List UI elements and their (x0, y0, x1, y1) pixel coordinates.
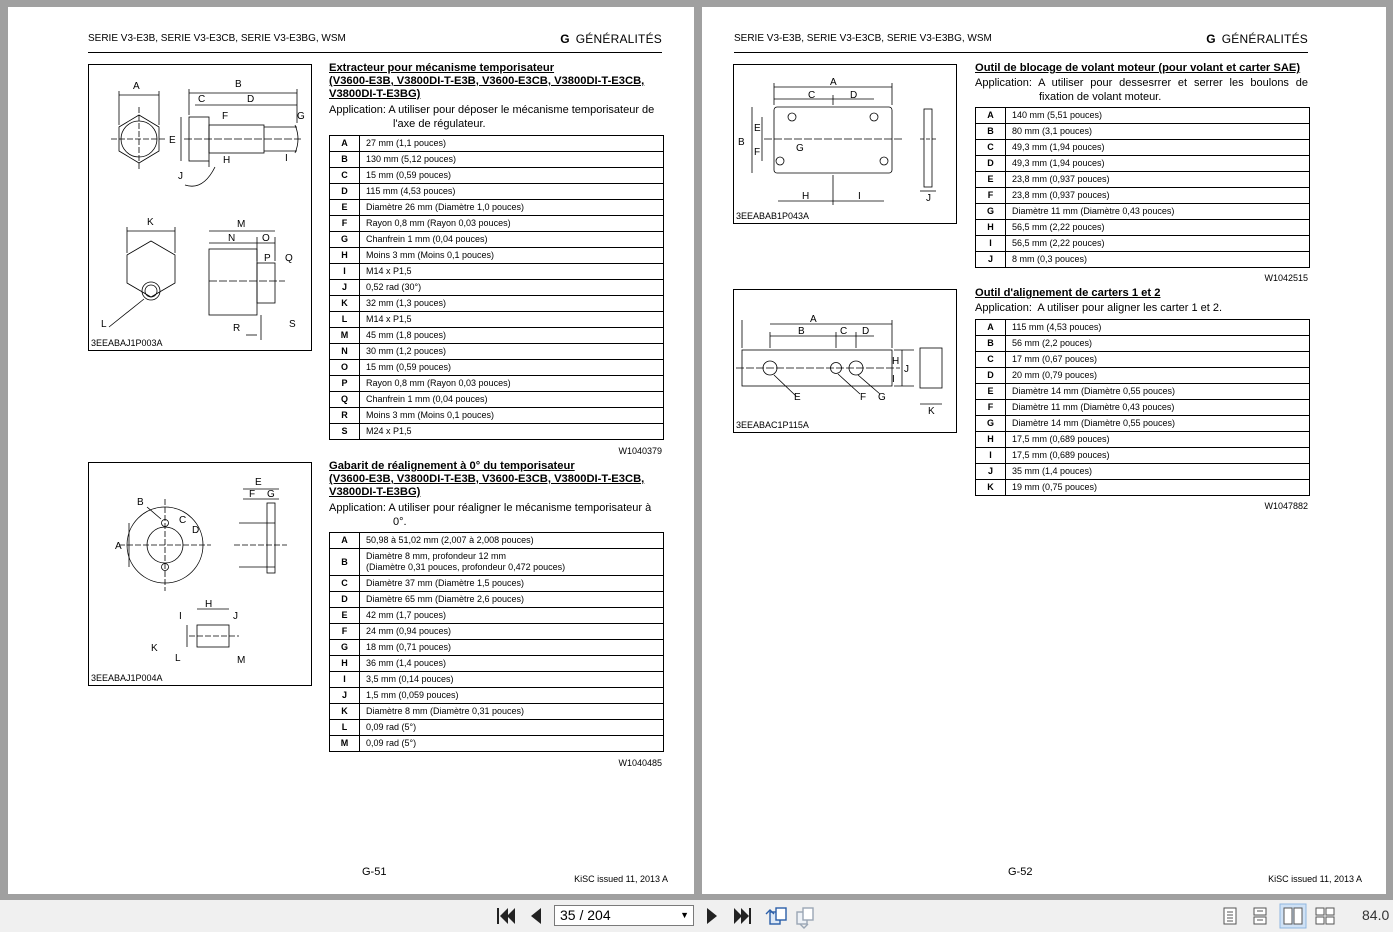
dimension-value: 56,5 mm (2,22 pouces) (1006, 236, 1310, 252)
page-number: G-51 (362, 866, 387, 878)
dimension-key: Q (330, 392, 360, 408)
svg-text:D: D (247, 94, 255, 105)
spec-table-case-alignment-tool (975, 319, 1310, 496)
svg-text:H: H (802, 191, 810, 202)
table-row (330, 248, 664, 264)
dimension-value: 1,5 mm (0,059 pouces) (360, 688, 664, 704)
application-line: l'axe de régulateur. (393, 118, 486, 130)
figure-label: 3EEABAJ1P003A (91, 338, 163, 348)
dimension-key: N (330, 344, 360, 360)
dimension-value: 35 mm (1,4 pouces) (1006, 464, 1310, 480)
table-row (330, 608, 664, 624)
dimension-key: A (330, 136, 360, 152)
table-row (330, 376, 664, 392)
issue-note: KiSC issued 11, 2013 A (574, 874, 668, 884)
table-row (976, 172, 1310, 188)
table-row (330, 280, 664, 296)
spec-table-flywheel-stopper (975, 107, 1310, 268)
dimension-value: Moins 3 mm (Moins 0,1 pouces) (360, 408, 664, 424)
svg-text:D: D (862, 326, 870, 337)
table-row (976, 108, 1310, 124)
dimension-value: 17,5 mm (0,689 pouces) (1006, 448, 1310, 464)
title-line: Extracteur pour mécanisme temporisateur (329, 62, 555, 74)
header-section (1206, 32, 1308, 46)
table-row (330, 624, 664, 640)
single-page-icon[interactable] (1224, 908, 1236, 924)
ref-code: W1040485 (618, 758, 662, 768)
dimension-key: E (330, 200, 360, 216)
table-row (976, 480, 1310, 496)
dimension-key: L (330, 312, 360, 328)
dimension-key: F (330, 216, 360, 232)
table-row (330, 672, 664, 688)
table-row (976, 204, 1310, 220)
svg-text:H: H (223, 155, 231, 166)
svg-text:J: J (904, 364, 909, 375)
section-title-timer-puller (329, 62, 644, 101)
dimension-key: L (330, 720, 360, 736)
section-title-case-alignment-tool: Outil d'alignement de carters 1 et 2 (975, 287, 1161, 299)
svg-text:K: K (928, 406, 935, 417)
table-row (976, 400, 1310, 416)
svg-text:K: K (147, 217, 154, 228)
table-row (976, 448, 1310, 464)
dimension-key: E (976, 384, 1006, 400)
title-line: (V3600-E3B, V3800DI-T-E3B, V3600-E3CB, V3800DI-T-E3CB, (329, 473, 645, 485)
table-row (330, 184, 664, 200)
svg-text:E: E (255, 477, 262, 488)
svg-text:S: S (289, 319, 296, 330)
table-row (330, 688, 664, 704)
title-line: V3800DI-T-E3BG) (329, 88, 421, 100)
application-label: Application: (329, 104, 386, 116)
dimension-key: G (976, 204, 1006, 220)
dimension-key: F (976, 400, 1006, 416)
table-row (976, 464, 1310, 480)
svg-text:Q: Q (285, 253, 293, 264)
dimension-value: 17,5 mm (0,689 pouces) (1006, 432, 1310, 448)
svg-text:C: C (840, 326, 848, 337)
svg-text:M: M (237, 655, 246, 666)
dimension-value-line: Diamètre 8 mm, profondeur 12 mm (366, 551, 507, 561)
dimension-key: F (976, 188, 1006, 204)
svg-text:D: D (192, 525, 200, 536)
svg-text:N: N (228, 233, 236, 244)
application-line: A utiliser pour dessesrrer et serrer les boulons de (1038, 77, 1309, 89)
table-row (976, 320, 1310, 336)
dimension-key: C (330, 576, 360, 592)
chevron-down-icon[interactable]: ▼ (680, 910, 689, 920)
dimension-key: G (330, 640, 360, 656)
svg-text:C: C (808, 90, 816, 101)
svg-text:A: A (115, 541, 122, 552)
header-series: SERIE V3-E3B, SERIE V3-E3CB, SERIE V3-E3BG, WSM (734, 33, 992, 44)
application-line: A utiliser pour aligner les carter 1 et 2. (1037, 302, 1223, 314)
table-row (976, 384, 1310, 400)
header-series: SERIE V3-E3B, SERIE V3-E3CB, SERIE V3-E3BG, WSM (88, 33, 346, 44)
dimension-value: Rayon 0,8 mm (Rayon 0,03 pouces) (360, 216, 664, 232)
svg-text:L: L (101, 319, 107, 330)
dimension-value: 15 mm (0,59 pouces) (360, 168, 664, 184)
dimension-value: 18 mm (0,71 pouces) (360, 640, 664, 656)
dimension-value: 23,8 mm (0,937 pouces) (1006, 172, 1310, 188)
table-row (330, 296, 664, 312)
dimension-key: K (330, 704, 360, 720)
realignment-jig-drawing (89, 463, 311, 685)
dimension-key: M (330, 736, 360, 752)
ref-code: W1047882 (1264, 501, 1308, 511)
dimension-key: K (330, 296, 360, 312)
rotate-alt-icon[interactable] (797, 908, 813, 928)
figure-case-alignment-tool (733, 289, 957, 433)
dimension-value: 140 mm (5,51 pouces) (1006, 108, 1310, 124)
svg-text:G: G (267, 489, 275, 500)
dimension-value: 20 mm (0,79 pouces) (1006, 368, 1310, 384)
dimension-value: 15 mm (0,59 pouces) (360, 360, 664, 376)
svg-text:B: B (738, 137, 745, 148)
dimension-value: Chanfrein 1 mm (0,04 pouces) (360, 392, 664, 408)
application-line: fixation de volant moteur. (1039, 91, 1162, 103)
first-page-icon[interactable] (497, 908, 515, 924)
svg-text:G: G (796, 143, 804, 154)
figure-realignment-jig (88, 462, 312, 686)
table-row (330, 704, 664, 720)
table-row (976, 124, 1310, 140)
dimension-value: Diamètre 26 mm (Diamètre 1,0 pouces) (360, 200, 664, 216)
svg-text:J: J (233, 611, 238, 622)
issue-note: KiSC issued 11, 2013 A (1268, 874, 1362, 884)
dimension-value-line: (Diamètre 0,31 pouces, profondeur 0,472 pouces) (366, 562, 566, 572)
svg-text:B: B (235, 79, 242, 90)
dimension-key: D (330, 184, 360, 200)
dimension-key: I (976, 236, 1006, 252)
dimension-value: 49,3 mm (1,94 pouces) (1006, 140, 1310, 156)
dimension-value: Rayon 0,8 mm (Rayon 0,03 pouces) (360, 376, 664, 392)
svg-text:F: F (754, 147, 761, 158)
table-row (976, 236, 1310, 252)
dimension-key: A (976, 108, 1006, 124)
dimension-key: A (330, 533, 360, 549)
table-row (330, 549, 664, 576)
table-row (976, 336, 1310, 352)
table-row (330, 592, 664, 608)
dimension-value: 56,5 mm (2,22 pouces) (1006, 220, 1310, 236)
dimension-value: 115 mm (4,53 pouces) (1006, 320, 1310, 336)
dimension-value: M14 x P1,5 (360, 312, 664, 328)
dimension-value: Diamètre 65 mm (Diamètre 2,6 pouces) (360, 592, 664, 608)
application-text (329, 103, 662, 131)
header-letter: G (560, 32, 570, 46)
table-row (330, 168, 664, 184)
application-text (975, 301, 1308, 315)
dimension-value: 24 mm (0,94 pouces) (360, 624, 664, 640)
dimension-key: P (330, 376, 360, 392)
title-line: (V3600-E3B, V3800DI-T-E3B, V3600-E3CB, V3800DI-T-E3CB, (329, 75, 645, 87)
table-row (330, 232, 664, 248)
table-row (976, 188, 1310, 204)
svg-text:I: I (285, 153, 288, 164)
viewer-toolbar (0, 900, 1393, 932)
svg-text:O: O (262, 233, 270, 244)
section-title-realignment-jig (329, 460, 644, 499)
application-label: Application: (329, 502, 386, 514)
table-row (976, 416, 1310, 432)
dimension-key: O (330, 360, 360, 376)
svg-text:C: C (198, 94, 206, 105)
svg-text:K: K (151, 643, 158, 654)
application-line: 0°. (393, 516, 407, 528)
flywheel-stopper-drawing (734, 65, 956, 223)
dimension-value: 8 mm (0,3 pouces) (1006, 252, 1310, 268)
table-row (976, 140, 1310, 156)
dimension-key: H (976, 220, 1006, 236)
svg-text:F: F (249, 489, 256, 500)
svg-text:J: J (178, 171, 183, 182)
svg-text:M: M (237, 219, 246, 230)
dimension-value: Chanfrein 1 mm (0,04 pouces) (360, 232, 664, 248)
dimension-key: D (976, 368, 1006, 384)
svg-text:F: F (222, 111, 229, 122)
svg-text:D: D (850, 90, 858, 101)
svg-text:J: J (926, 193, 931, 204)
table-row (330, 656, 664, 672)
dimension-value (360, 549, 664, 576)
figure-label: 3EEABAJ1P004A (91, 673, 163, 683)
table-row (330, 576, 664, 592)
dimension-key: J (330, 688, 360, 704)
svg-text:C: C (179, 515, 187, 526)
page-indicator: 35 / 204 (560, 907, 611, 923)
table-row (976, 352, 1310, 368)
table-row (330, 533, 664, 549)
zoom-level[interactable]: 84.0 (1362, 907, 1390, 923)
dimension-key: F (330, 624, 360, 640)
dimension-key: A (976, 320, 1006, 336)
dimension-key: C (976, 352, 1006, 368)
table-row (976, 368, 1310, 384)
dimension-key: R (330, 408, 360, 424)
table-row (330, 328, 664, 344)
dimension-value: 50,98 à 51,02 mm (2,007 à 2,008 pouces) (360, 533, 664, 549)
continuous-page-icon[interactable] (1254, 908, 1266, 924)
header-section (560, 32, 662, 46)
svg-text:G: G (878, 392, 886, 403)
dimension-key: B (330, 152, 360, 168)
svg-text:I: I (858, 191, 861, 202)
dimension-value: 49,3 mm (1,94 pouces) (1006, 156, 1310, 172)
svg-text:I: I (179, 611, 182, 622)
document-page-left (8, 7, 694, 894)
dimension-value: 130 mm (5,12 pouces) (360, 152, 664, 168)
figure-flywheel-stopper (733, 64, 957, 224)
dimension-value: 42 mm (1,7 pouces) (360, 608, 664, 624)
figure-label: 3EEABAB1P043A (736, 211, 810, 221)
dimension-value: 80 mm (3,1 pouces) (1006, 124, 1310, 140)
application-label: Application: (975, 77, 1032, 89)
dimension-key: B (976, 336, 1006, 352)
dimension-value: Diamètre 8 mm (Diamètre 0,31 pouces) (360, 704, 664, 720)
dimension-value: 115 mm (4,53 pouces) (360, 184, 664, 200)
spec-table-timer-puller (329, 135, 664, 440)
svg-text:P: P (264, 253, 271, 264)
dimension-value: 3,5 mm (0,14 pouces) (360, 672, 664, 688)
dimension-key: I (330, 264, 360, 280)
dimension-key: J (976, 252, 1006, 268)
table-row (330, 312, 664, 328)
continuous-facing-icon[interactable] (1316, 908, 1334, 924)
dimension-value: 32 mm (1,3 pouces) (360, 296, 664, 312)
svg-text:H: H (892, 356, 900, 367)
spec-table-realignment-jig (329, 532, 664, 752)
dimension-key: K (976, 480, 1006, 496)
dimension-key: B (330, 549, 360, 576)
dimension-key: E (976, 172, 1006, 188)
table-row (976, 252, 1310, 268)
dimension-value: 30 mm (1,2 pouces) (360, 344, 664, 360)
dimension-value: 45 mm (1,8 pouces) (360, 328, 664, 344)
dimension-value: 36 mm (1,4 pouces) (360, 656, 664, 672)
dimension-value: 19 mm (0,75 pouces) (1006, 480, 1310, 496)
svg-text:F: F (860, 392, 867, 403)
table-row (976, 156, 1310, 172)
svg-text:L: L (175, 653, 181, 664)
section-title-flywheel-stopper: Outil de blocage de volant moteur (pour volant et carter SAE) (975, 62, 1301, 74)
application-text (329, 501, 662, 529)
title-line: V3800DI-T-E3BG) (329, 486, 421, 498)
table-row (330, 392, 664, 408)
prev-page-icon[interactable] (531, 908, 541, 924)
page-number: G-52 (1008, 866, 1033, 878)
header-divider (88, 52, 662, 53)
dimension-value: 0,09 rad (5°) (360, 736, 664, 752)
figure-label: 3EEABAC1P115A (736, 420, 809, 430)
table-row (976, 220, 1310, 236)
dimension-key: D (976, 156, 1006, 172)
dimension-key: S (330, 424, 360, 440)
svg-text:H: H (205, 599, 213, 610)
table-row (330, 200, 664, 216)
dimension-value: M14 x P1,5 (360, 264, 664, 280)
application-line: A utiliser pour déposer le mécanisme temporisateur de (388, 104, 655, 116)
table-row (330, 152, 664, 168)
dimension-key: G (976, 416, 1006, 432)
svg-text:A: A (133, 81, 140, 92)
table-row (330, 360, 664, 376)
table-row (330, 264, 664, 280)
header-letter: G (1206, 32, 1216, 46)
timer-puller-drawing (89, 65, 311, 350)
dimension-value: 27 mm (1,1 pouces) (360, 136, 664, 152)
document-page-right (702, 7, 1386, 894)
table-row (330, 640, 664, 656)
application-text (975, 76, 1308, 104)
svg-text:I: I (892, 374, 895, 385)
dimension-key: M (330, 328, 360, 344)
table-row (330, 344, 664, 360)
svg-text:A: A (830, 77, 837, 88)
dimension-value: 0,09 rad (5°) (360, 720, 664, 736)
dimension-key: G (330, 232, 360, 248)
table-row (330, 720, 664, 736)
facing-pages-icon[interactable] (1280, 904, 1306, 928)
toolbar-icons-layer (0, 900, 1393, 932)
svg-text:E: E (754, 123, 761, 134)
svg-text:B: B (798, 326, 805, 337)
case-alignment-drawing (734, 290, 956, 432)
svg-text:E: E (169, 135, 176, 146)
dimension-key: D (330, 592, 360, 608)
title-line: Gabarit de réalignement à 0° du temporisateur (329, 460, 575, 472)
dimension-value: Diamètre 11 mm (Diamètre 0,43 pouces) (1006, 400, 1310, 416)
svg-text:R: R (233, 323, 241, 334)
header-section-title: GÉNÉRALITÉS (575, 32, 662, 46)
dimension-key: I (976, 448, 1006, 464)
dimension-value: Diamètre 14 mm (Diamètre 0,55 pouces) (1006, 384, 1310, 400)
dimension-value: 0,52 rad (30°) (360, 280, 664, 296)
figure-timer-puller (88, 64, 312, 351)
last-page-icon[interactable] (734, 908, 751, 924)
dimension-value: M24 x P1,5 (360, 424, 664, 440)
table-row (330, 216, 664, 232)
application-label: Application: (975, 302, 1032, 314)
svg-text:A: A (810, 314, 817, 325)
dimension-key: E (330, 608, 360, 624)
dimension-key: H (330, 656, 360, 672)
rotate-icon[interactable] (766, 908, 786, 924)
ref-code: W1042515 (1264, 273, 1308, 283)
table-row (330, 424, 664, 440)
dimension-value: Diamètre 37 mm (Diamètre 1,5 pouces) (360, 576, 664, 592)
header-section-title: GÉNÉRALITÉS (1221, 32, 1308, 46)
ref-code: W1040379 (618, 446, 662, 456)
table-row (330, 736, 664, 752)
application-line: A utiliser pour réaligner le mécanisme temporisateur à (388, 502, 652, 514)
dimension-value: 23,8 mm (0,937 pouces) (1006, 188, 1310, 204)
svg-text:E: E (794, 392, 801, 403)
page-number-select[interactable] (554, 905, 694, 926)
dimension-key: I (330, 672, 360, 688)
table-row (330, 408, 664, 424)
next-page-icon[interactable] (707, 908, 717, 924)
dimension-key: C (330, 168, 360, 184)
dimension-key: H (330, 248, 360, 264)
dimension-key: H (976, 432, 1006, 448)
dimension-value: 17 mm (0,67 pouces) (1006, 352, 1310, 368)
dimension-value: Diamètre 14 mm (Diamètre 0,55 pouces) (1006, 416, 1310, 432)
dimension-value: Diamètre 11 mm (Diamètre 0,43 pouces) (1006, 204, 1310, 220)
table-row (976, 432, 1310, 448)
dimension-value: Moins 3 mm (Moins 0,1 pouces) (360, 248, 664, 264)
dimension-key: J (976, 464, 1006, 480)
table-row (330, 136, 664, 152)
dimension-key: J (330, 280, 360, 296)
dimension-key: C (976, 140, 1006, 156)
svg-text:B: B (137, 497, 144, 508)
dimension-key: B (976, 124, 1006, 140)
header-divider (734, 52, 1308, 53)
svg-text:G: G (297, 111, 305, 122)
dimension-value: 56 mm (2,2 pouces) (1006, 336, 1310, 352)
